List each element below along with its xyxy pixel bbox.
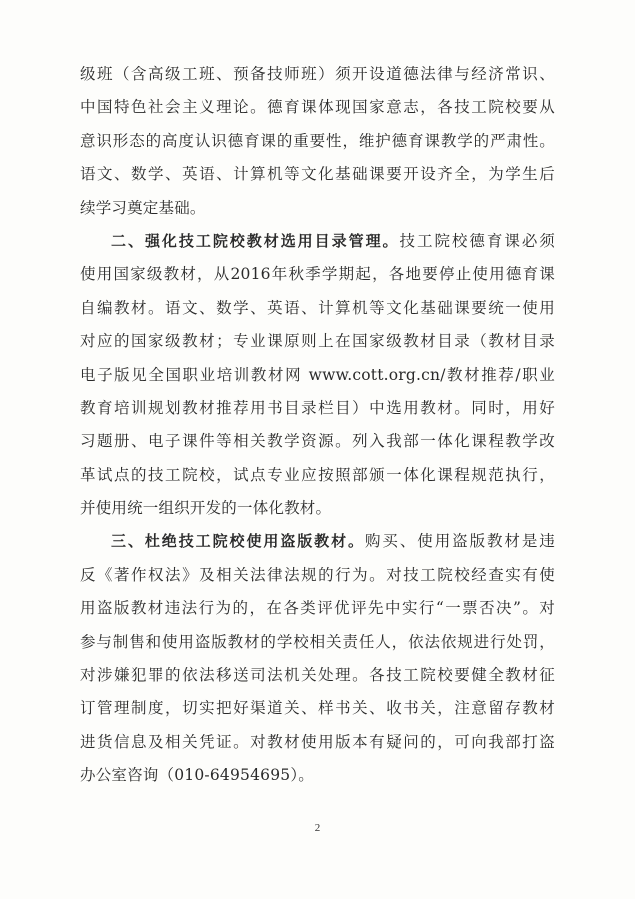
text-line: 使用国家级教材，从2016年秋季学期起，各地要停止使用德育课: [80, 265, 555, 284]
section-heading-two: 二、强化技工院校教材选用目录管理。: [111, 231, 400, 250]
paragraph-first-line: [80, 525, 555, 558]
text-line: 对应的国家级教材；专业课原则上在国家级教材目录（教材目录: [80, 332, 555, 351]
text-line: 电子版见全国职业培训教材网 www.cott.org.cn/教材推荐/职业: [80, 365, 555, 384]
text-line: 习题册、电子课件等相关教学资源。列入我部一体化课程教学改: [80, 432, 555, 451]
text-line: 进货信息及相关凭证。对教材使用版本有疑问的，可向我部打盗: [80, 732, 555, 751]
text-fragment: 技工院校德育课必须: [399, 231, 555, 250]
text-line: 自编教材。语文、数学、英语、计算机等文化基础课要统一使用: [80, 298, 555, 317]
text-fragment: 购买、使用盗版教材是违: [364, 532, 555, 551]
paragraph-textbook-catalog: [80, 225, 555, 526]
paragraph-pirated-textbooks: [80, 525, 555, 792]
text-line: 办公室咨询（010-64954695）。: [80, 766, 314, 785]
text-line: 续学习奠定基础。: [80, 198, 206, 217]
text-line: 教育培训规划教材推荐用书目录栏目）中选用教材。同时，用好: [80, 398, 555, 417]
text-line: 用盗版教材违法行为的，在各类评优评先中实行“一票否决”。对: [80, 599, 555, 618]
text-line: 意识形态的高度认识德育课的重要性，维护德育课教学的严肃性。: [80, 131, 555, 150]
page-number: 2: [314, 822, 321, 834]
text-line: 革试点的技工院校，试点专业应按照部颁一体化课程规范执行，: [80, 465, 555, 484]
text-line: 语文、数学、英语、计算机等文化基础课要开设齐全，为学生后: [80, 165, 555, 184]
section-heading-three: 三、杜绝技工院校使用盗版教材。: [111, 532, 365, 551]
paragraph-first-line: [80, 225, 555, 258]
text-line: 参与制售和使用盗版教材的学校相关责任人，依法依规进行处罚，: [80, 632, 555, 651]
text-line: 并使用统一组织开发的一体化教材。: [80, 499, 332, 518]
text-line: 反《著作权法》及相关法律法规的行为。对技工院校经查实有使: [80, 565, 555, 584]
paragraph-moral-education-continuation: [80, 58, 555, 225]
document-body: [80, 58, 555, 793]
text-line: 中国特色社会主义理论。德育课体现国家意志，各技工院校要从: [80, 98, 555, 117]
text-line: 级班（含高级工班、预备技师班）须开设道德法律与经济常识、: [80, 65, 555, 83]
text-line: 订管理制度，切实把好渠道关、样书关、收书关，注意留存教材: [80, 699, 555, 718]
text-line: 对涉嫌犯罪的依法移送司法机关处理。各技工院校要健全教材征: [80, 666, 555, 685]
